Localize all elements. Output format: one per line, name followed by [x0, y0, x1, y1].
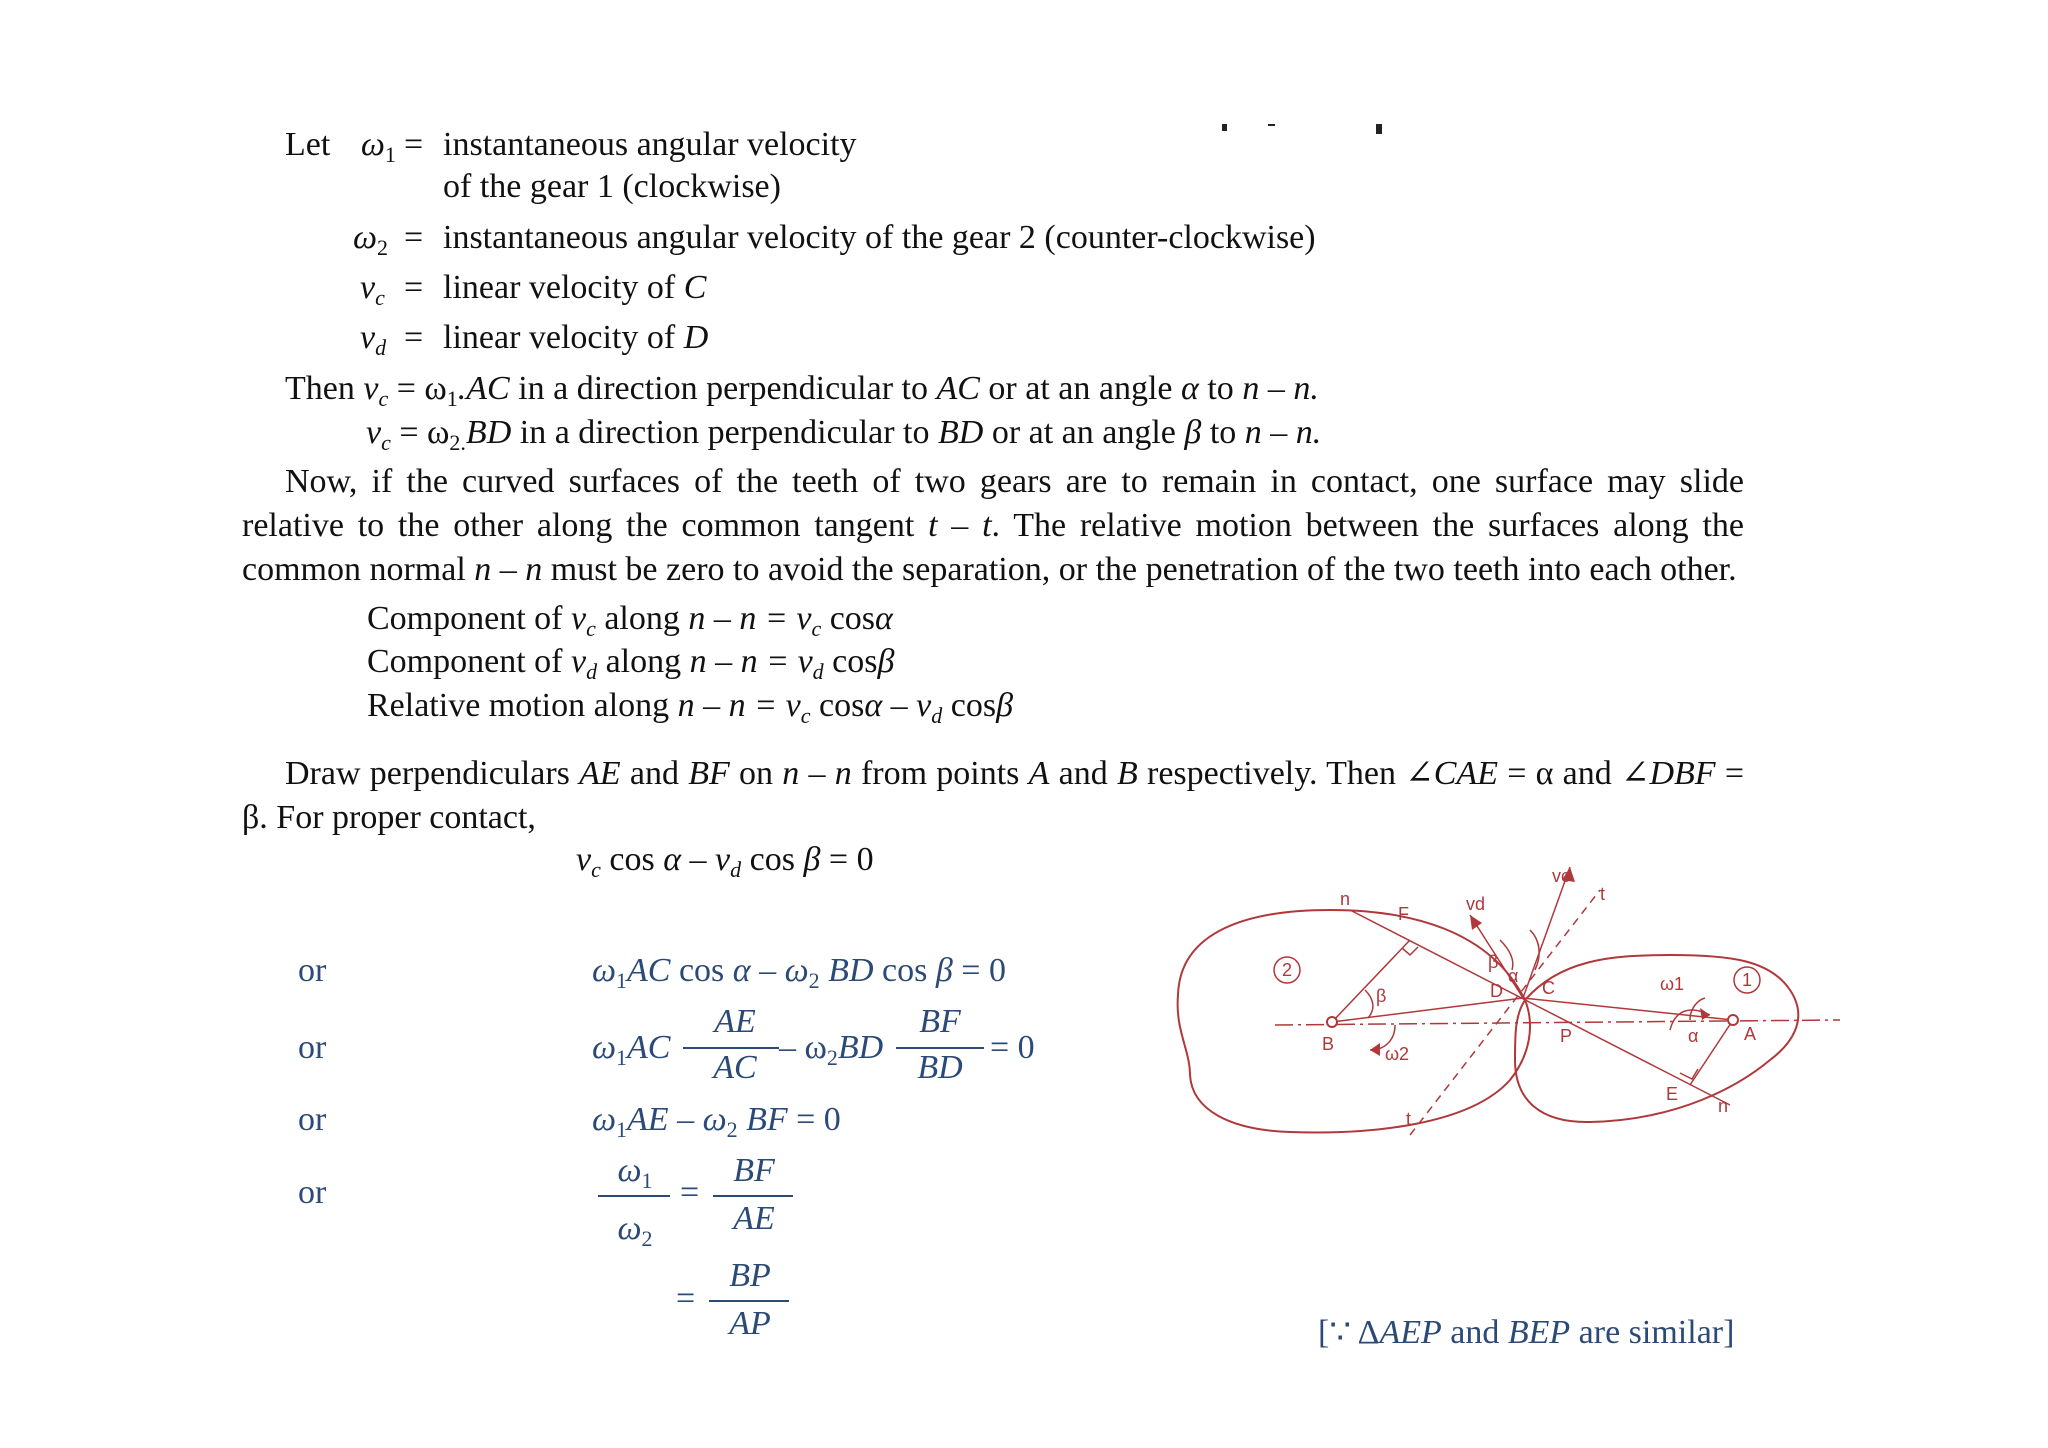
or-label: or: [298, 1029, 327, 1066]
scan-mark: [1376, 124, 1382, 134]
scan-mark: [1222, 124, 1227, 131]
point-b: [1327, 1017, 1337, 1027]
fraction-bf-bd: BF BD: [917, 1003, 963, 1086]
equals: =: [680, 1174, 700, 1211]
relative-motion: Relative motion along $n - n = v_c$ cosα – $v_d$ cosβ: [367, 687, 1014, 728]
label-n-bottom: n: [1718, 1096, 1729, 1116]
paragraph-contact: Now, if the curved surfaces of the teeth of two gears are to remain in contact, one surface may slide relative to the other along the common tangent t – t. The relative motion between the surfaces along the common normal n – n must be zero to avoid the separation, or the penetration of the two teeth into each other.: [242, 463, 1744, 588]
derivation-eq-1: $\omega_1AC$ cos α – $\omega_2$ BD cos β = 0: [592, 952, 1006, 993]
label-c: C: [1542, 978, 1555, 998]
point-a: [1728, 1015, 1738, 1025]
label-omega1: ω1: [1660, 974, 1685, 994]
gear-contact-diagram: [1170, 860, 1850, 1160]
then-line-1: Then $v_c = \omega_1.AC$ in a direction perpendicular to AC or at an angle α to n – n.: [285, 370, 1319, 411]
eq-sign: =: [404, 269, 424, 306]
fraction-bar: [709, 1300, 789, 1302]
omega1-desc-1: instantaneous angular velocity: [443, 126, 857, 163]
eq-sign: =: [404, 219, 424, 256]
or-label: or: [298, 1174, 327, 1211]
label-b: B: [1322, 1034, 1335, 1054]
derivation-eq-2-right: = 0: [990, 1029, 1035, 1066]
fraction-omega: $\omega_1$ $\omega_2$: [617, 1152, 653, 1251]
similarity-note: [∵ ΔAEP and BEP are similar]: [1318, 1314, 1735, 1351]
label-a: A: [1744, 1024, 1757, 1044]
paragraph-perpendiculars: Draw perpendiculars AE and BF on n – n from points A and B respectively. Then ∠CAE = α and ∠DBF = β. For proper contact,: [242, 755, 1744, 836]
then-line-2: $v_c = \omega_{2.}BD$ in a direction perpendicular to BD or at an angle β to n – n.: [366, 414, 1322, 455]
label-beta-left: β: [1376, 986, 1387, 1006]
eq-sign: =: [404, 126, 424, 163]
normal-n-n: [1350, 910, 1730, 1105]
derivation-eq-3: $\omega_1AE - \omega_2$ BF = 0: [592, 1101, 841, 1142]
omega2-desc: instantaneous angular velocity of the gear 2 (counter-clockwise): [443, 219, 1316, 256]
label-vc: vc: [1552, 866, 1570, 886]
omega2-arrowhead: [1370, 1043, 1380, 1056]
or-label: or: [298, 952, 327, 989]
label-p: P: [1560, 1026, 1573, 1046]
fraction-bar: [713, 1195, 793, 1197]
label-t-top: t: [1600, 884, 1606, 904]
fraction-ae-ac: AE AC: [713, 1003, 757, 1086]
component-vd: Component of $v_d$ along $n - n = v_d$ cosβ: [367, 643, 895, 684]
fraction-bp-ap: BP AP: [729, 1257, 771, 1342]
definition-vd: $v_d$: [360, 319, 387, 360]
derivation-eq-2-mid: – $\omega_2BD$: [779, 1029, 884, 1070]
label-t-bottom: t: [1406, 1109, 1412, 1129]
right-angle-f: [1402, 947, 1418, 955]
label-vd: vd: [1466, 894, 1486, 914]
fraction-bar: [896, 1047, 984, 1049]
derivation-eq-2-left: $\omega_1AC$: [592, 1029, 671, 1070]
line-bf: [1332, 940, 1410, 1022]
eq-sign: =: [404, 319, 424, 356]
vd-desc: linear velocity of D: [443, 319, 709, 356]
label-f: F: [1398, 904, 1409, 924]
gear-2-outline: [1178, 910, 1530, 1132]
fraction-bar: [683, 1047, 779, 1049]
definition-vc: $v_c$: [360, 269, 385, 310]
label-omega2: ω2: [1385, 1044, 1410, 1064]
fraction-bar: [598, 1195, 670, 1197]
definition-omega2: $\omega_2$: [353, 219, 389, 260]
beta-arc-left: [1365, 990, 1373, 1018]
definition-omega1: Let $\omega_1$: [285, 126, 396, 167]
or-label: or: [298, 1101, 327, 1138]
vd-arrowhead: [1470, 915, 1482, 930]
main-equation: $v_c$ cos α – $v_d$ cos β = 0: [576, 841, 874, 882]
line-bd: [1332, 998, 1523, 1022]
label-beta-top: β: [1488, 952, 1499, 972]
label-d: D: [1490, 981, 1503, 1001]
component-vc: Component of $v_c$ along $n - n = v_c$ cosα: [367, 600, 893, 641]
label-alpha-top: α: [1508, 966, 1519, 986]
gear-1-label: 1: [1742, 970, 1753, 990]
scan-mark: [1268, 124, 1275, 126]
gear-2-label: 2: [1282, 960, 1293, 980]
omega1-desc-2: of the gear 1 (clockwise): [443, 168, 781, 205]
label-n-top: n: [1340, 889, 1351, 909]
fraction-bf-ae: BF AE: [733, 1152, 775, 1237]
label-e: E: [1666, 1084, 1679, 1104]
label-alpha-right: α: [1688, 1026, 1699, 1046]
omega1-arrowhead: [1700, 1008, 1710, 1020]
vc-desc: linear velocity of C: [443, 269, 707, 306]
equals: =: [676, 1280, 696, 1317]
